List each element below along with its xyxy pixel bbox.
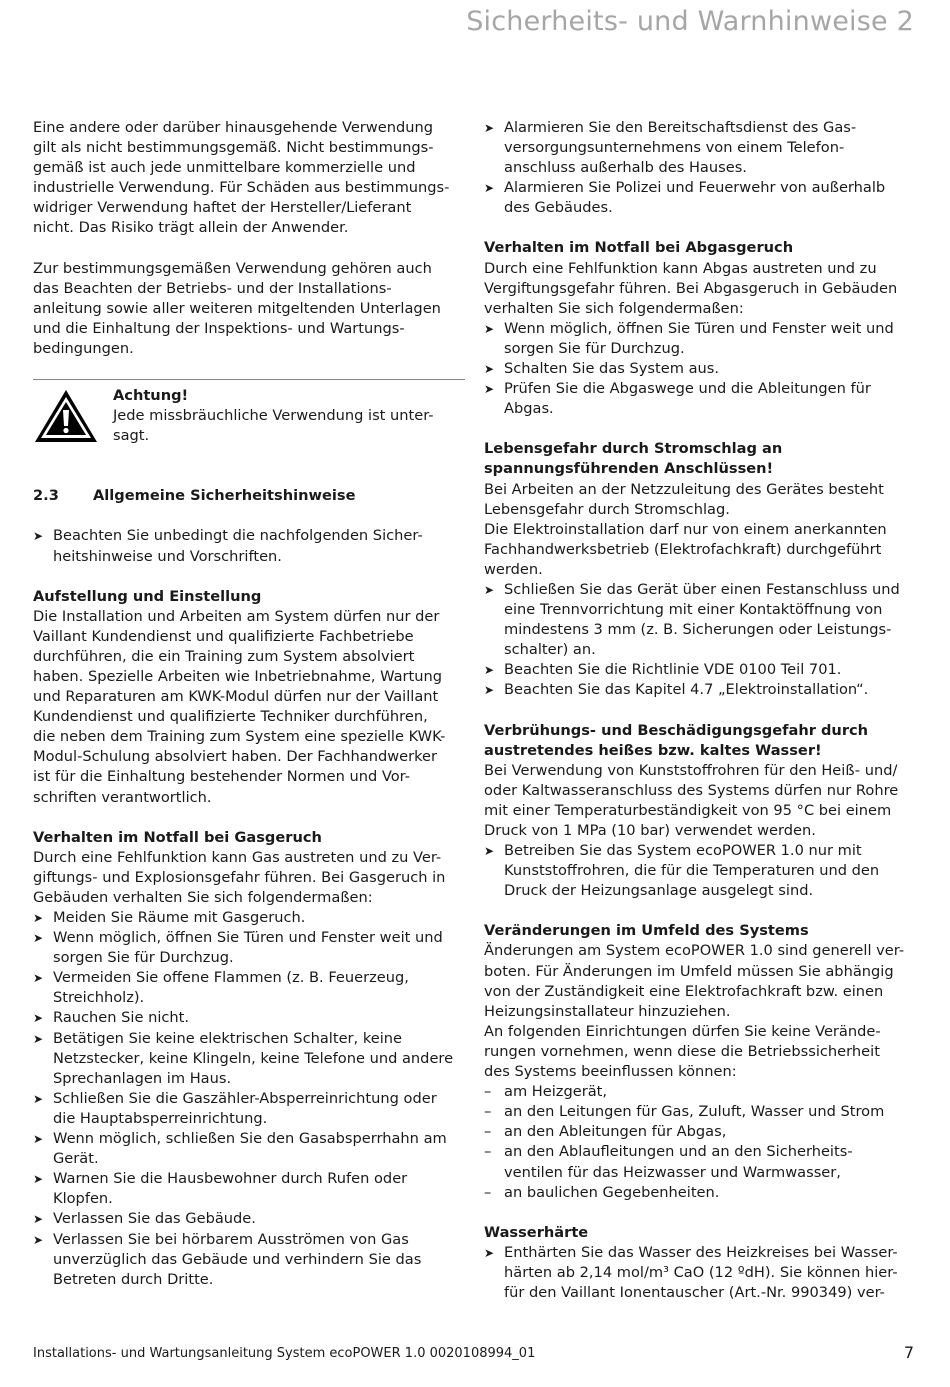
text-line: Lebensgefahr durch Stromschlag an [484, 440, 783, 458]
text-line: sagt. [113, 427, 150, 445]
text-line: Heizungsinstallateur hinzuziehen. [484, 1002, 731, 1020]
water-heading: Wasserhärte [484, 1223, 589, 1241]
text-line: oder Kaltwasseranschluss des Systems dürfen nur Rohre [484, 781, 899, 799]
text-line: nicht. Das Risiko trägt allein der Anwender. [33, 219, 349, 237]
list-item [484, 118, 918, 178]
text-line: ventilen für das Heizwasser und Warmwasser, [504, 1163, 841, 1181]
text-line: die neben dem Training zum System eine spezielle KWK- [33, 728, 446, 746]
setup-heading: Aufstellung und Einstellung [33, 587, 262, 605]
scald-list [484, 841, 918, 901]
left-column [33, 118, 465, 1290]
text-line: Gebäuden verhalten Sie sich folgendermaßen: [33, 888, 373, 906]
text-line: Beachten Sie die Richtlinie VDE 0100 Teil 701. [504, 661, 842, 679]
electric-heading [484, 439, 918, 479]
warning-box [33, 379, 465, 446]
text-line: Die Elektroinstallation darf nur von einem anerkannten [484, 520, 887, 538]
gas-list [33, 908, 465, 1290]
text-line: Lebensgefahr durch Stromschlag. [484, 500, 730, 518]
list-item [484, 1142, 918, 1182]
gas-heading: Verhalten im Notfall bei Gasgeruch [33, 828, 322, 846]
section-heading [33, 486, 465, 506]
text-line: Bei Verwendung von Kunststoffrohren für den Heiß- und/ [484, 761, 898, 779]
page-number: 7 [903, 1343, 914, 1362]
scald-text [484, 761, 918, 841]
section-title: Allgemeine Sicherheitshinweise [93, 487, 356, 505]
section-number: 2.3 [33, 487, 59, 505]
text-line: Die Installation und Arbeiten am System dürfen nur der [33, 607, 440, 625]
gas-list-continued [484, 118, 918, 218]
text-line: haben. Spezielle Arbeiten wie Inbetriebnahme, Wartung [33, 667, 443, 685]
gas-text [33, 848, 465, 908]
warning-triangle-icon [33, 388, 99, 444]
text-line: mindestens 3 mm (z. B. Sicherungen oder Leistungs- [504, 621, 892, 639]
right-column [484, 118, 918, 1303]
text-line: sorgen Sie für Durchzug. [504, 339, 685, 357]
text-line: die Hauptabsperreinrichtung. [53, 1109, 268, 1127]
text-line: Vermeiden Sie offene Flammen (z. B. Feuerzeug, [53, 969, 409, 987]
text-line: Verbrühungs- und Beschädigungsgefahr durch [484, 721, 869, 739]
text-line: Warnen Sie die Hausbewohner durch Rufen oder [53, 1170, 408, 1188]
text-line: Prüfen Sie die Abgaswege und die Ableitungen für [504, 380, 871, 398]
text-line: Wenn möglich, öffnen Sie Türen und Fenster weit und [53, 929, 443, 947]
text-line: Betätigen Sie keine elektrischen Schalter, keine [53, 1029, 403, 1047]
text-line: Fachhandwerksbetrieb (Elektrofachkraft) durchgeführt [484, 540, 882, 558]
list-item [484, 379, 918, 419]
text-line: Schließen Sie das Gerät über einen Festanschluss und [504, 580, 900, 598]
text-line: anleitung sowie aller weiteren mitgeltenden Unterlagen [33, 299, 441, 317]
list-item [33, 1230, 465, 1290]
text-line: Meiden Sie Räume mit Gasgeruch. [53, 909, 306, 926]
text-line: spannungsführenden Anschlüssen! [484, 460, 774, 478]
text-line: Beachten Sie unbedingt die nachfolgenden Sicher- [53, 527, 423, 545]
list-item [484, 1102, 918, 1122]
electric-list [484, 580, 918, 701]
text-line: verhalten Sie sich folgendermaßen: [484, 299, 744, 317]
text-line: Eine andere oder darüber hinausgehende Verwendung [33, 119, 433, 136]
text-line: heitshinweise und Vorschriften. [53, 547, 282, 565]
text-line: Druck der Heizungsanlage ausgelegt sind. [504, 882, 814, 900]
text-line: Schließen Sie die Gaszähler-Absperreinrichtung oder [53, 1089, 437, 1107]
text-line: Änderungen am System ecoPOWER 1.0 sind generell ver- [484, 942, 905, 960]
text-line: Bei Arbeiten an der Netzzuleitung des Gerätes besteht [484, 480, 884, 498]
text-line: An folgenden Einrichtungen dürfen Sie keine Verände- [484, 1022, 881, 1040]
text-line: Enthärten Sie das Wasser des Heizkreises bei Wasser- [504, 1243, 898, 1261]
text-line: Modul-Schulung absolviert haben. Der Fachhandwerker [33, 748, 438, 766]
text-line: anschluss außerhalb des Hauses. [504, 159, 747, 177]
text-line: mit einer Temperaturbeständigkeit von 95 °C bei einem [484, 801, 892, 819]
intro-list [33, 526, 465, 566]
list-item [484, 841, 918, 901]
list-item [33, 1029, 465, 1089]
electric-text [484, 480, 918, 580]
list-item [484, 319, 918, 359]
text-line: Vergiftungsgefahr führen. Bei Abgasgeruch in Gebäuden [484, 279, 898, 297]
text-line: versorgungsunternehmens von einem Telefon- [504, 139, 845, 157]
text-line: das Beachten der Betriebs- und der Installations- [33, 279, 392, 297]
text-line: austretendes heißes bzw. kaltes Wasser! [484, 741, 822, 759]
list-item [33, 1209, 465, 1229]
list-item [33, 526, 465, 566]
list-item [484, 1082, 918, 1102]
text-line: Druck von 1 MPa (10 bar) verwendet werden. [484, 822, 816, 839]
text-line: gemäß ist auch jede unmittelbare kommerzielle und [33, 159, 416, 177]
changes-list [484, 1082, 918, 1203]
text-line: boten. Für Änderungen im Umfeld müssen Sie abhängig [484, 962, 894, 980]
text-line: Verlassen Sie bei hörbarem Ausströmen von Gas [53, 1230, 409, 1248]
list-item [33, 908, 465, 928]
text-line: widriger Verwendung haftet der Hersteller/Lieferant [33, 199, 412, 217]
list-item [484, 178, 918, 218]
water-list [484, 1243, 918, 1303]
text-line: Alarmieren Sie den Bereitschaftsdienst des Gas- [504, 119, 857, 136]
text-line: Streichholz). [53, 989, 145, 1007]
text-line: Abgas. [504, 400, 554, 418]
warning-text [113, 406, 434, 446]
text-line: Jede missbräuchliche Verwendung ist unter- [113, 407, 434, 425]
text-line: am Heizgerät, [504, 1083, 608, 1101]
list-item [33, 1129, 465, 1169]
text-line: giftungs- und Explosionsgefahr führen. Bei Gasgeruch in [33, 868, 446, 886]
exhaust-heading: Verhalten im Notfall bei Abgasgeruch [484, 239, 794, 257]
text-line: an den Leitungen für Gas, Zuluft, Wasser und Strom [504, 1103, 885, 1121]
text-line: des Systems beeinflussen können: [484, 1063, 737, 1081]
scald-heading [484, 721, 918, 761]
list-item [484, 1183, 918, 1203]
text-line: Zur bestimmungsgemäßen Verwendung gehören auch [33, 259, 432, 277]
text-line: an den Ableitungen für Abgas, [504, 1123, 727, 1141]
text-line: für den Vaillant Ionentauscher (Art.-Nr. 990349) ver- [504, 1283, 885, 1301]
list-item [33, 1089, 465, 1129]
chapter-header: Sicherheits- und Warnhinweise 2 [466, 6, 914, 37]
text-line: gilt als nicht bestimmungsgemäß. Nicht bestimmungs- [33, 139, 434, 157]
text-line: Kunststoffrohren, die für die Temperaturen und den [504, 862, 880, 880]
text-line: Durch eine Fehlfunktion kann Abgas austreten und zu [484, 259, 877, 277]
text-line: rungen vornehmen, wenn diese die Betriebssicherheit [484, 1042, 880, 1060]
list-item [484, 1243, 918, 1303]
text-line: schalter) an. [504, 641, 596, 659]
text-line: von der Zuständigkeit eine Elektrofachkraft bzw. einen [484, 982, 884, 1000]
text-line: Alarmieren Sie Polizei und Feuerwehr von außerhalb [504, 179, 886, 197]
text-line: Sprechanlagen im Haus. [53, 1069, 232, 1087]
text-line: Verlassen Sie das Gebäude. [53, 1210, 256, 1228]
text-line: Durch eine Fehlfunktion kann Gas austreten und zu Ver- [33, 848, 442, 866]
list-item [484, 359, 918, 379]
exhaust-list [484, 319, 918, 419]
text-line: Betreten durch Dritte. [53, 1270, 214, 1288]
setup-text [33, 607, 465, 808]
warning-title: Achtung! [113, 387, 189, 405]
text-line: sorgen Sie für Durchzug. [53, 949, 234, 967]
changes-heading: Veränderungen im Umfeld des Systems [484, 922, 809, 940]
changes-text [484, 941, 918, 1082]
list-item [33, 1008, 465, 1028]
list-item [484, 660, 918, 680]
list-item [484, 580, 918, 660]
list-item [484, 1122, 918, 1142]
list-item [33, 968, 465, 1008]
text-line: Wenn möglich, öffnen Sie Türen und Fenster weit und [504, 319, 894, 337]
text-line: Beachten Sie das Kapitel 4.7 „Elektroinstallation“. [504, 681, 869, 699]
text-line: Netzstecker, keine Klingeln, keine Telefone und andere [53, 1049, 454, 1067]
text-line: und Reparaturen am KWK-Modul dürfen nur der Vaillant [33, 688, 439, 706]
text-line: eine Trennvorrichtung mit einer Kontaktöffnung von [504, 601, 883, 619]
text-line: durchführen, die ein Training zum System absolviert [33, 647, 415, 665]
usage-paragraph-1 [33, 118, 465, 239]
list-item [33, 928, 465, 968]
text-line: Klopfen. [53, 1190, 113, 1208]
text-line: Gerät. [53, 1150, 99, 1168]
text-line: Wenn möglich, schließen Sie den Gasabsperrhahn am [53, 1130, 447, 1148]
text-line: an baulichen Gegebenheiten. [504, 1183, 720, 1201]
text-line: Betreiben Sie das System ecoPOWER 1.0 nur mit [504, 842, 862, 860]
text-line: Rauchen Sie nicht. [53, 1009, 190, 1027]
list-item [484, 680, 918, 700]
warning-content [113, 386, 434, 446]
text-line: Schalten Sie das System aus. [504, 360, 720, 378]
text-line: Kundendienst und qualifizierte Techniker durchführen, [33, 708, 428, 726]
text-line: härten ab 2,14 mol/m³ CaO (12 ºdH). Sie können hier- [504, 1263, 898, 1281]
text-line: industrielle Verwendung. Für Schäden aus bestimmungs- [33, 179, 450, 197]
text-line: Vaillant Kundendienst und qualifizierte Fachbetriebe [33, 627, 414, 645]
text-line: werden. [484, 560, 543, 578]
text-line: des Gebäudes. [504, 199, 613, 217]
text-line: ist für die Einhaltung bestehender Normen und Vor- [33, 768, 410, 786]
footer-text: Installations- und Wartungsanleitung System ecoPOWER 1.0 0020108994_01 [33, 1346, 536, 1361]
text-line: bedingungen. [33, 339, 134, 357]
text-line: unverzüglich das Gebäude und verhindern Sie das [53, 1250, 422, 1268]
usage-paragraph-2 [33, 259, 465, 359]
text-line: und die Einhaltung der Inspektions- und Wartungs- [33, 319, 405, 337]
text-line: an den Ablaufleitungen und an den Sicherheits- [504, 1143, 853, 1161]
exhaust-text [484, 259, 918, 319]
text-line: schriften verantwortlich. [33, 788, 212, 806]
list-item [33, 1169, 465, 1209]
